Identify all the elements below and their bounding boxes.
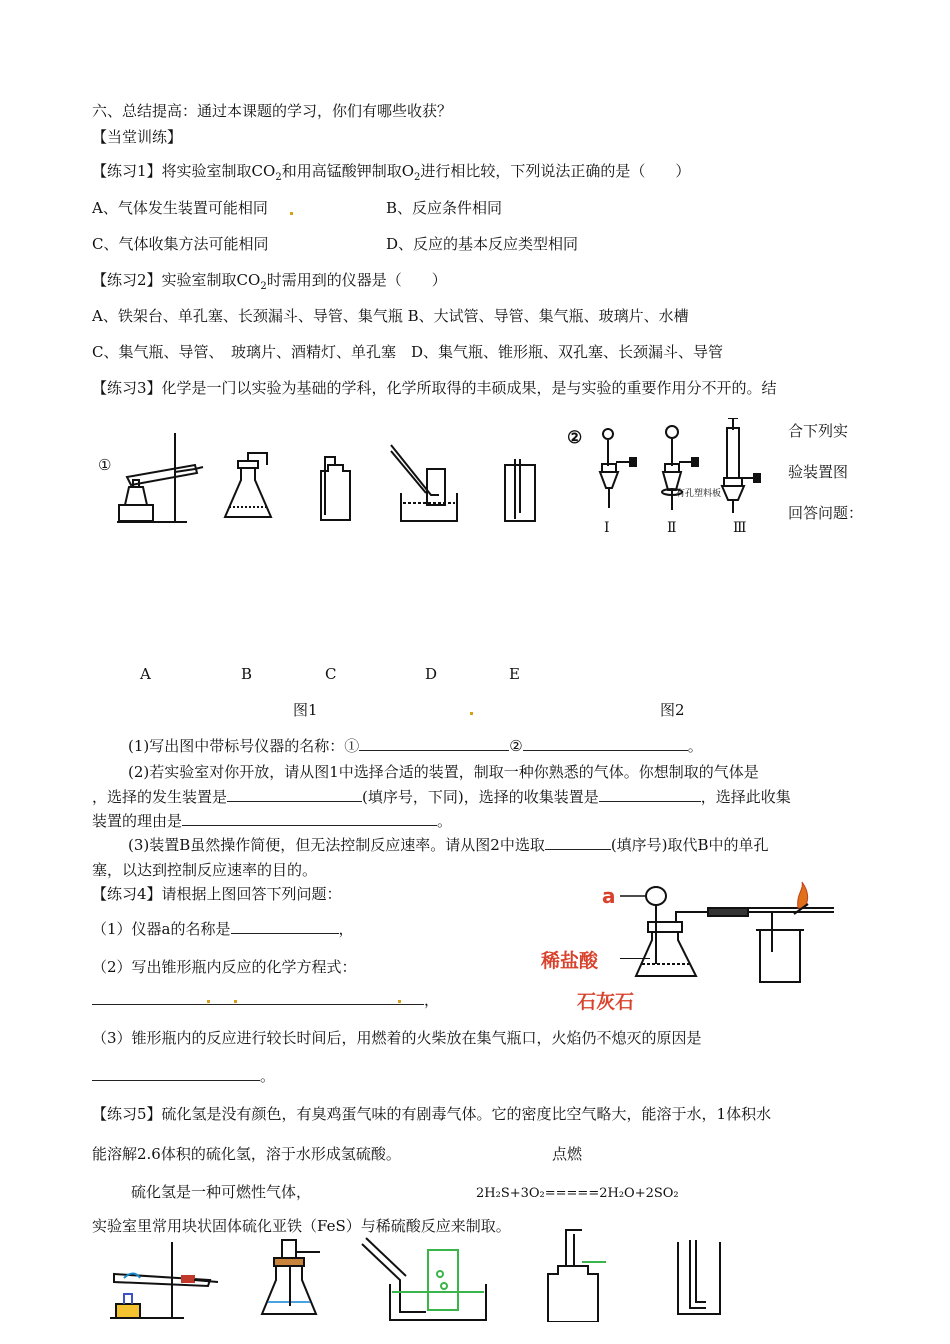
fig1-letter-a: A <box>140 665 151 683</box>
q3-part3-line2: 塞，以达到控制反应速率的目的。 <box>92 861 318 879</box>
marker-2: ② <box>567 428 583 448</box>
figure-1-apparatus <box>95 425 555 530</box>
q2-options-cd: C、集气瓶、导管、 玻璃片、酒精灯、单孔塞 D、集气瓶、锥形瓶、双孔塞、长颈漏斗、导管 <box>92 343 724 361</box>
q3-part2-line2: ，选择的发生装置是 (填序号，下同)，选择的收集装置是 ，选择此收集 <box>92 788 791 806</box>
q4-part3-answer-line: 。 <box>92 1066 275 1086</box>
q1-option-a: A、气体发生装置可能相同 <box>92 199 268 217</box>
marker-1: ① <box>98 456 112 474</box>
q5-line3: 硫化氢是一种可燃性气体， <box>131 1183 312 1201</box>
q4-part2: （2）写出锥形瓶内反应的化学方程式： <box>92 958 357 976</box>
label-dilute-hcl: 稀盐酸 <box>541 950 599 972</box>
label-a: a <box>602 884 616 908</box>
q5-apparatus-row <box>100 1222 740 1322</box>
q5-line2: 能溶解2.6体积的硫化氢，溶于水形成氢硫酸。 <box>92 1145 401 1163</box>
q4-part3: （3）锥形瓶内的反应进行较长时间后，用燃着的火柴放在集气瓶口，火焰仍不熄灭的原因是 <box>92 1029 702 1047</box>
q3-part3-line1: (3)装置B虽然操作简便，但无法控制反应速率。请从图2中选取 (填序号)取代B中的单孔 <box>128 836 769 854</box>
figure-1-caption: 图1 <box>293 701 318 719</box>
figure-2-caption: 图2 <box>660 701 685 719</box>
q3-side-text-1: 合下列实 <box>788 422 849 440</box>
scan-speck <box>398 1000 401 1003</box>
q5-equation: 2H₂S+3O₂=====2H₂O+2SO₂ <box>476 1186 679 1201</box>
q1-option-b: B、反应条件相同 <box>386 199 503 217</box>
figure-2-apparatus <box>590 418 780 518</box>
q3-side-text-2: 验装置图 <box>788 463 849 481</box>
classroom-training-heading: 【当堂训练】 <box>92 128 183 146</box>
fig1-letter-c: C <box>325 665 337 683</box>
q3-stem: 【练习3】化学是一门以实验为基础的学科，化学所取得的丰硕成果，是与实验的重要作用分不开的。结 <box>92 379 777 397</box>
q4-part1: （1）仪器a的名称是 ， <box>92 920 354 938</box>
fig1-letter-e: E <box>509 665 520 683</box>
q3-part2-line1: (2)若实验室对你开放，请从图1中选择合适的装置，制取一种你熟悉的气体。你想制取的气体是 <box>128 763 759 781</box>
scan-speck <box>290 212 293 215</box>
q1-stem: 【练习1】将实验室制取$CO_2$和用高锰酸钾制取$O_2$进行相比较，下列说法正确的是（ ） <box>92 162 691 183</box>
q4-stem: 【练习4】请根据上图回答下列问题： <box>92 885 342 903</box>
q2-options-ab: A、铁架台、单孔塞、长颈漏斗、导管、集气瓶 B、大试管、导管、集气瓶、玻璃片、水槽 <box>92 307 689 325</box>
q5-ignite-condition: 点燃 <box>552 1145 583 1163</box>
roman-label-3: Ⅲ <box>733 520 747 536</box>
q3-part1: (1)写出图中带标号仪器的名称：① ② 。 <box>128 737 703 755</box>
fig1-letter-b: B <box>241 665 253 683</box>
scan-speck <box>234 1000 237 1003</box>
q2-stem: 【练习2】实验室制取$CO_2$时需用到的仪器是（ ） <box>92 271 447 292</box>
pointer-line <box>620 958 650 959</box>
roman-label-2: Ⅱ <box>667 520 677 536</box>
q5-line4: 实验室里常用块状固体硫化亚铁（FeS）与稀硫酸反应来制取。 <box>92 1217 511 1235</box>
q3-part2-line3: 装置的理由是 。 <box>92 812 453 830</box>
perforated-plate-label: 有孔塑料板 <box>676 489 722 499</box>
label-limestone: 石灰石 <box>577 991 635 1013</box>
q5-line1: 【练习5】硫化氢是没有颜色，有臭鸡蛋气味的有剧毒气体。它的密度比空气略大，能溶于水，1体积水 <box>92 1105 772 1123</box>
co2-generation-apparatus <box>598 878 848 1008</box>
q4-part2-answer-line: ， <box>92 990 439 1010</box>
q3-side-text-3: 回答问题： <box>788 504 864 522</box>
fig1-letter-d: D <box>425 665 438 683</box>
section-six-heading: 六、总结提高：通过本课题的学习，你们有哪些收获？ <box>92 102 453 120</box>
q1-option-d: D、反应的基本反应类型相同 <box>386 235 579 253</box>
scan-speck <box>470 712 473 715</box>
roman-label-1: Ⅰ <box>604 520 610 536</box>
q1-option-c: C、气体收集方法可能相同 <box>92 235 269 253</box>
scan-speck <box>207 1000 210 1003</box>
